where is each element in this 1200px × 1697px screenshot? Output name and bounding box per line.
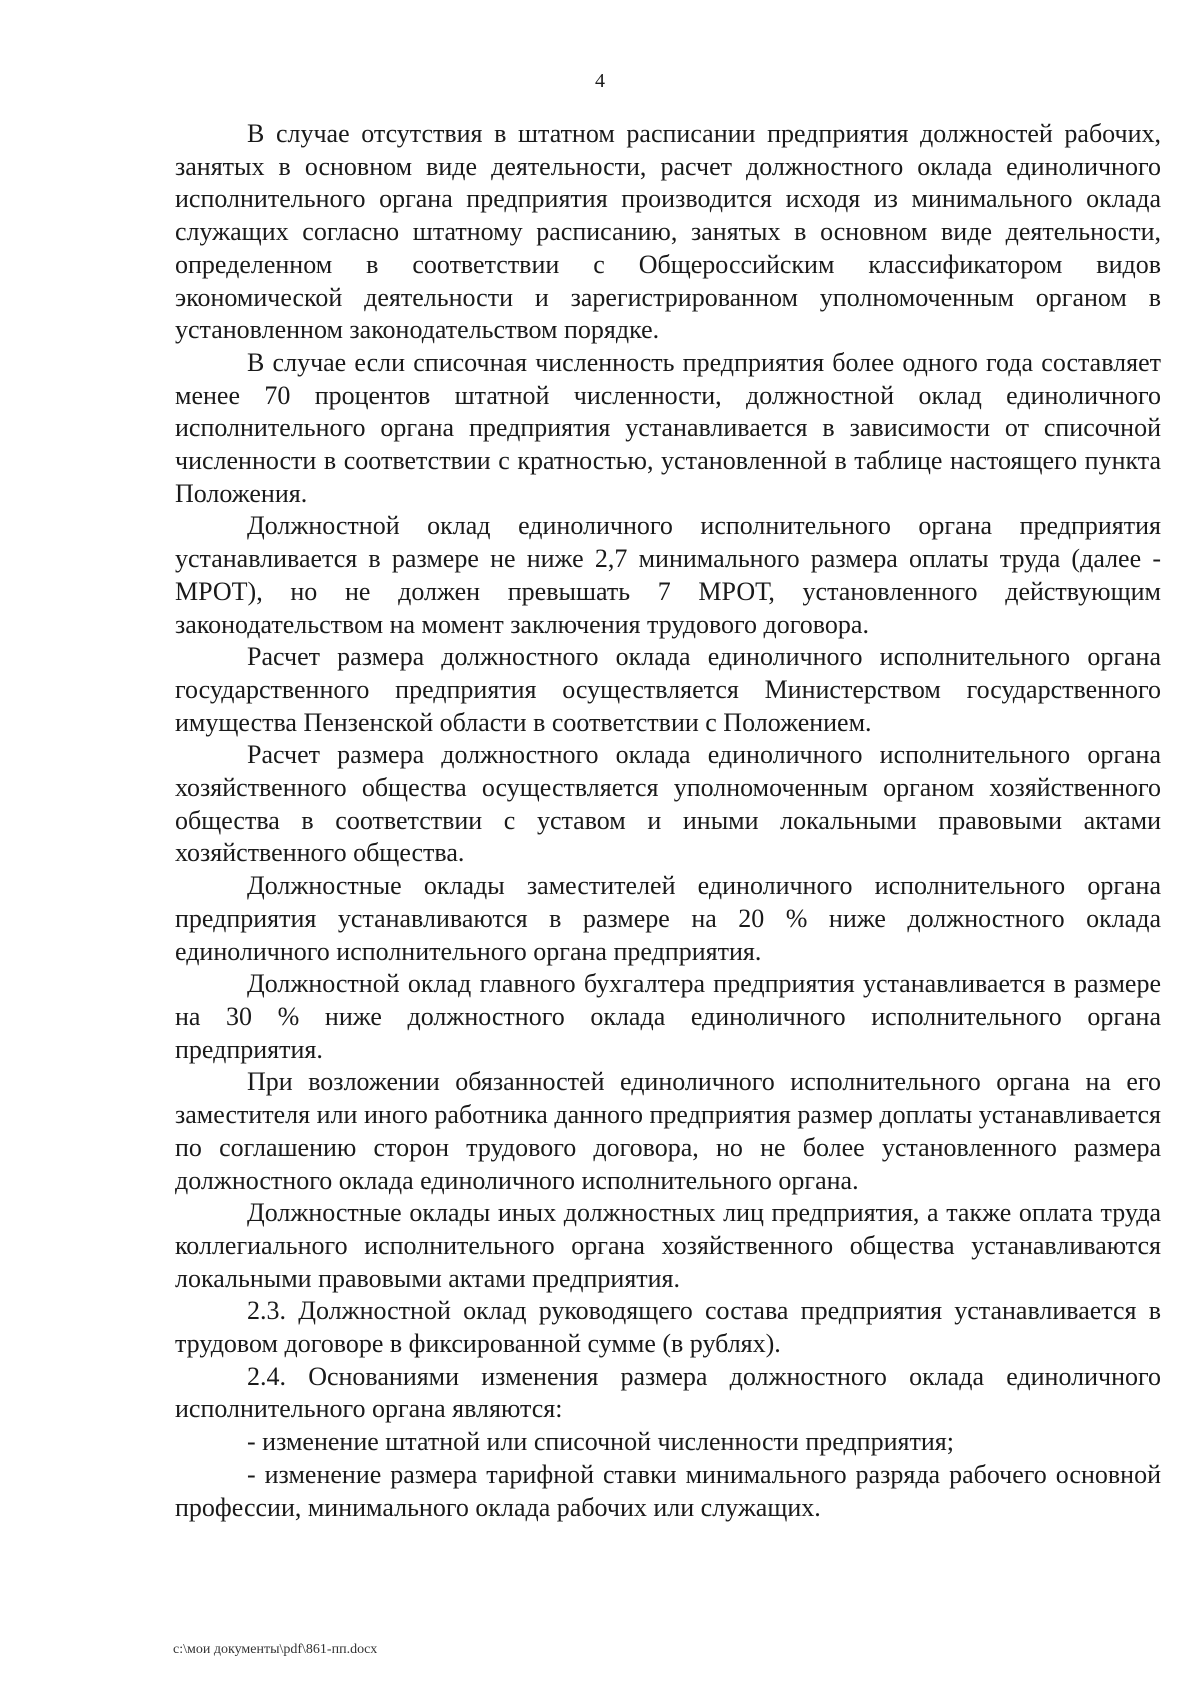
paragraph-7: Должностной оклад главного бухгалтера предприятия устанавливается в размере на 30 % ниже должностного оклада единоличного исполнительного органа предприятия.: [175, 969, 1161, 1064]
paragraph-10: 2.3. Должностной оклад руководящего состава предприятия устанавливается в трудовом договоре в фиксированной сумме (в рублях).: [175, 1296, 1161, 1359]
paragraph-4: Расчет размера должностного оклада единоличного исполнительного органа государственного предприятия осуществляется Министерством государственного имущества Пензенской области в соответствии с Положением.: [175, 642, 1161, 737]
paragraph-6: Должностные оклады заместителей единоличного исполнительного органа предприятия устанавливаются в размере на 20 % ниже должностного оклада единоличного исполнительного органа предприятия.: [175, 871, 1161, 966]
document-body: [175, 118, 1161, 1524]
paragraph-1: В случае отсутствия в штатном расписании предприятия должностей рабочих, занятых в основном виде деятельности, расчет должностного оклада единоличного исполнительного органа предприятия производится исходя из минимального оклада служащих согласно штатному расписанию, занятых в основном виде деятельности, определенном в соответствии с Общероссийским классификатором видов экономической деятельности и зарегистрированном уполномоченным органом в установленном законодательством порядке.: [175, 119, 1161, 345]
paragraph-13: - изменение размера тарифной ставки минимального разряда рабочего основной профессии, минимального оклада рабочих или служащих.: [175, 1459, 1161, 1522]
footer-file-path: c:\мои документы\pdf\861-пп.docx: [173, 1642, 378, 1657]
paragraph-9: Должностные оклады иных должностных лиц предприятия, а также оплата труда коллегиального исполнительного органа хозяйственного общества устанавливаются локальными правовыми актами предприятия.: [175, 1198, 1161, 1293]
paragraph-8: При возложении обязанностей единоличного исполнительного органа на его заместителя или иного работника данного предприятия размер доплаты устанавливается по соглашению сторон трудового договора, но не более установленного размера должностного оклада единоличного исполнительного органа.: [175, 1067, 1161, 1195]
paragraph-5: Расчет размера должностного оклада единоличного исполнительного органа хозяйственного общества осуществляется уполномоченным органом хозяйственного общества в соответствии с уставом и иными локальными правовыми актами хозяйственного общества.: [175, 740, 1161, 868]
page-number: 4: [595, 70, 605, 92]
paragraph-3: Должностной оклад единоличного исполнительного органа предприятия устанавливается в размере не ниже 2,7 минимального размера оплаты труда (далее - МРОТ), но не должен превышать 7 МРОТ, установленного действующим законодательством на момент заключения трудового договора.: [175, 511, 1161, 639]
paragraph-11: 2.4. Основаниями изменения размера должностного оклада единоличного исполнительного органа являются:: [175, 1361, 1161, 1424]
paragraph-2: В случае если списочная численность предприятия более одного года составляет менее 70 процентов штатной численности, должностной оклад единоличного исполнительного органа предприятия устанавливается в зависимости от списочной численности в соответствии с кратностью, установленной в таблице настоящего пункта Положения.: [175, 347, 1161, 508]
paragraph-12: - изменение штатной или списочной численности предприятия;: [247, 1427, 954, 1457]
